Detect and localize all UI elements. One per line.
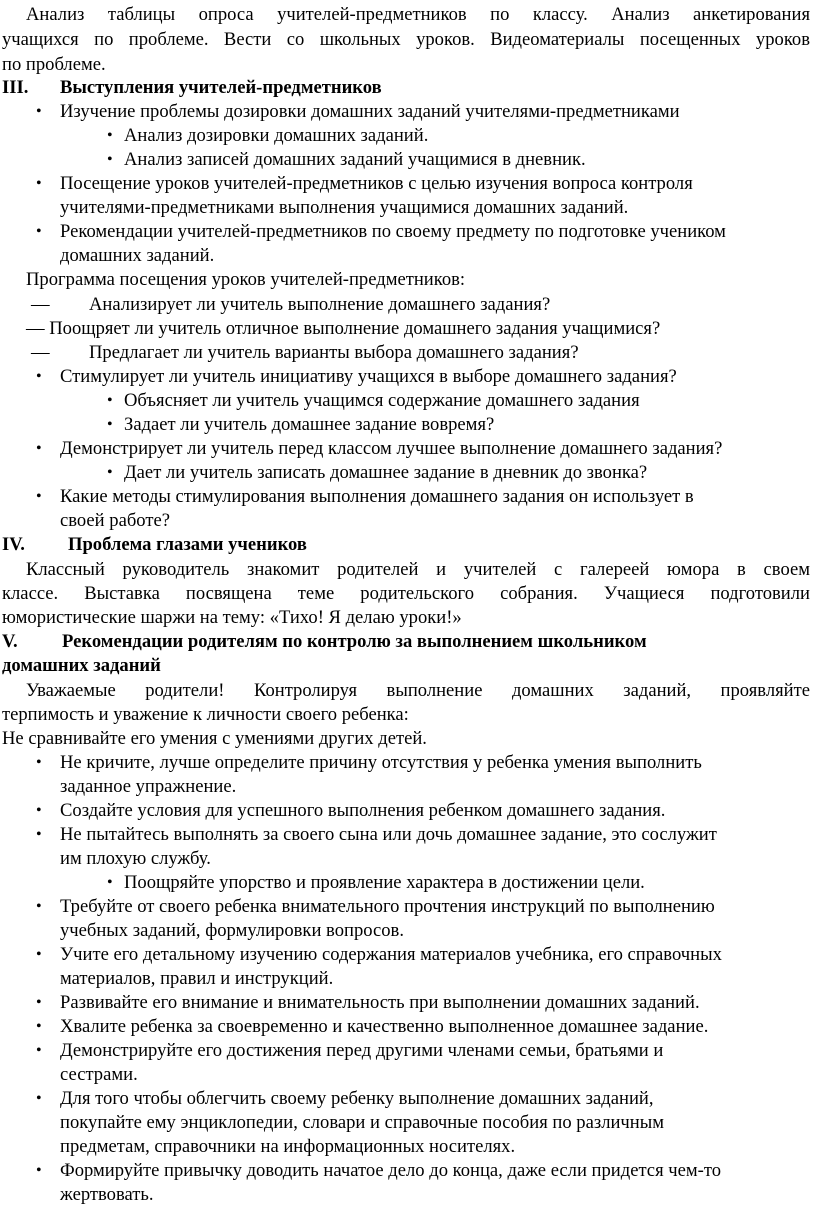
section-4-paragraph-line-1: Классный руководитель знакомит родителей и учителей с галереей юмора в своем bbox=[26, 559, 810, 580]
list-item: Рекомендации учителей-предметников по своему предмету по подготовке учеником bbox=[60, 221, 726, 242]
bullet-icon: • bbox=[36, 175, 42, 192]
list-item-continuation: учебных заданий, формулировки вопросов. bbox=[60, 920, 404, 941]
bullet-icon: • bbox=[36, 223, 42, 240]
bullet-icon: • bbox=[36, 898, 42, 915]
list-item: Демонстрируйте его достижения перед другими членами семьи, братьями и bbox=[60, 1040, 664, 1061]
bullet-icon: • bbox=[36, 754, 42, 771]
list-item-continuation: заданное упражнение. bbox=[60, 776, 237, 797]
bullet-icon: • bbox=[107, 874, 113, 891]
dash-icon: — bbox=[31, 294, 50, 315]
bullet-icon: • bbox=[36, 1018, 42, 1035]
list-item: Изучение проблемы дозировки домашних заданий учителями-предметниками bbox=[60, 101, 680, 122]
list-item: Для того чтобы облегчить своему ребенку выполнение домашних заданий, bbox=[60, 1088, 654, 1109]
bullet-icon: • bbox=[36, 946, 42, 963]
list-item: Формируйте привычку доводить начатое дело до конца, даже если придется чем-то bbox=[60, 1160, 722, 1181]
list-item-continuation: домашних заданий. bbox=[60, 245, 215, 266]
list-item: Дает ли учитель записать домашнее задание в дневник до звонка? bbox=[124, 462, 648, 483]
list-item: Учите его детальному изучению содержания материалов учебника, его справочных bbox=[60, 944, 722, 965]
section-4-title: Проблема глазами учеников bbox=[68, 534, 307, 555]
section-5-title: Рекомендации родителям по контролю за выполнением школьником bbox=[62, 631, 647, 652]
dash-icon: — bbox=[31, 342, 50, 363]
bullet-icon: • bbox=[36, 488, 42, 505]
section-4-paragraph-line-2: классе. Выставка посвящена теме родительского собрания. Учащиеся подготовили bbox=[2, 583, 810, 604]
list-item-continuation: своей работе? bbox=[60, 510, 170, 531]
section-5-paragraph-line-1: Уважаемые родители! Контролируя выполнение домашних заданий, проявляйте bbox=[26, 680, 810, 701]
bullet-icon: • bbox=[36, 802, 42, 819]
bullet-icon: • bbox=[107, 392, 113, 409]
list-item: Хвалите ребенка за своевременно и качественно выполненное домашнее задание. bbox=[60, 1016, 709, 1037]
list-item: Не кричите, лучше определите причину отсутствия у ребенка умения выполнить bbox=[60, 752, 702, 773]
section-3-title: Выступления учителей-предметников bbox=[60, 77, 382, 98]
list-item-continuation: учителями-предметниками выполнения учащимися домашних заданий. bbox=[60, 197, 629, 218]
bullet-icon: • bbox=[36, 1042, 42, 1059]
bullet-icon: • bbox=[36, 994, 42, 1011]
list-item-continuation: предметам, справочники на информационных носителях. bbox=[60, 1136, 516, 1157]
list-item: Объясняет ли учитель учащимся содержание домашнего задания bbox=[124, 390, 640, 411]
section-5-paragraph-line-2: терпимость и уважение к личности своего ребенка: bbox=[2, 704, 409, 725]
list-item-continuation: им плохую службу. bbox=[60, 848, 211, 869]
list-item: Не пытайтесь выполнять за своего сына или дочь домашнее задание, это сослужит bbox=[60, 824, 717, 845]
bullet-icon: • bbox=[107, 464, 113, 481]
list-item: Анализ записей домашних заданий учащимися в дневник. bbox=[124, 149, 586, 170]
program-heading: Программа посещения уроков учителей-предметников: bbox=[26, 269, 466, 290]
bullet-icon: • bbox=[107, 127, 113, 144]
bullet-icon: • bbox=[107, 416, 113, 433]
list-item: Задает ли учитель домашнее задание вовремя? bbox=[124, 414, 495, 435]
bullet-icon: • bbox=[107, 151, 113, 168]
list-item-continuation: покупайте ему энциклопедии, словари и справочные пособия по различным bbox=[60, 1112, 664, 1133]
list-item: Анализ дозировки домашних заданий. bbox=[124, 125, 429, 146]
bullet-icon: • bbox=[36, 440, 42, 457]
bullet-icon: • bbox=[36, 368, 42, 385]
list-item-continuation: материалов, правил и инструкций. bbox=[60, 968, 334, 989]
list-item: Анализирует ли учитель выполнение домашнего задания? bbox=[89, 294, 551, 315]
intro-line-2: учащихся по проблеме. Вести со школьных уроков. Видеоматериалы посещенных уроков bbox=[2, 29, 810, 50]
list-item: — Поощряет ли учитель отличное выполнение домашнего задания учащимися? bbox=[26, 318, 661, 339]
list-item: Требуйте от своего ребенка внимательного прочтения инструкций по выполнению bbox=[60, 896, 715, 917]
list-item: Посещение уроков учителей-предметников с целью изучения вопроса контроля bbox=[60, 173, 693, 194]
section-5-paragraph-line-3: Не сравнивайте его умения с умениями других детей. bbox=[2, 728, 427, 749]
bullet-icon: • bbox=[36, 1090, 42, 1107]
section-5-number: V. bbox=[2, 631, 18, 652]
bullet-icon: • bbox=[36, 1162, 42, 1179]
list-item: Поощряйте упорство и проявление характера в достижении цели. bbox=[124, 872, 645, 893]
section-3-number: III. bbox=[2, 77, 29, 98]
list-item: Демонстрирует ли учитель перед классом лучшее выполнение домашнего задания? bbox=[60, 438, 723, 459]
list-item-continuation: жертвовать. bbox=[60, 1184, 154, 1205]
list-item: Стимулирует ли учитель инициативу учащихся в выборе домашнего задания? bbox=[60, 366, 677, 387]
section-4-number: IV. bbox=[2, 534, 25, 555]
section-5-title-continuation: домашних заданий bbox=[2, 655, 161, 676]
intro-line-3: по проблеме. bbox=[2, 54, 106, 75]
section-4-paragraph-line-3: юмористические шаржи на тему: «Тихо! Я делаю уроки!» bbox=[2, 607, 462, 628]
bullet-icon: • bbox=[36, 826, 42, 843]
list-item: Какие методы стимулирования выполнения домашнего задания он использует в bbox=[60, 486, 694, 507]
list-item: Предлагает ли учитель варианты выбора домашнего задания? bbox=[89, 342, 579, 363]
intro-line-1: Анализ таблицы опроса учителей-предметников по классу. Анализ анкетирования bbox=[26, 4, 810, 25]
list-item-continuation: сестрами. bbox=[60, 1064, 138, 1085]
bullet-icon: • bbox=[36, 103, 42, 120]
list-item: Развивайте его внимание и внимательность при выполнении домашних заданий. bbox=[60, 992, 700, 1013]
list-item: Создайте условия для успешного выполнения ребенком домашнего задания. bbox=[60, 800, 666, 821]
